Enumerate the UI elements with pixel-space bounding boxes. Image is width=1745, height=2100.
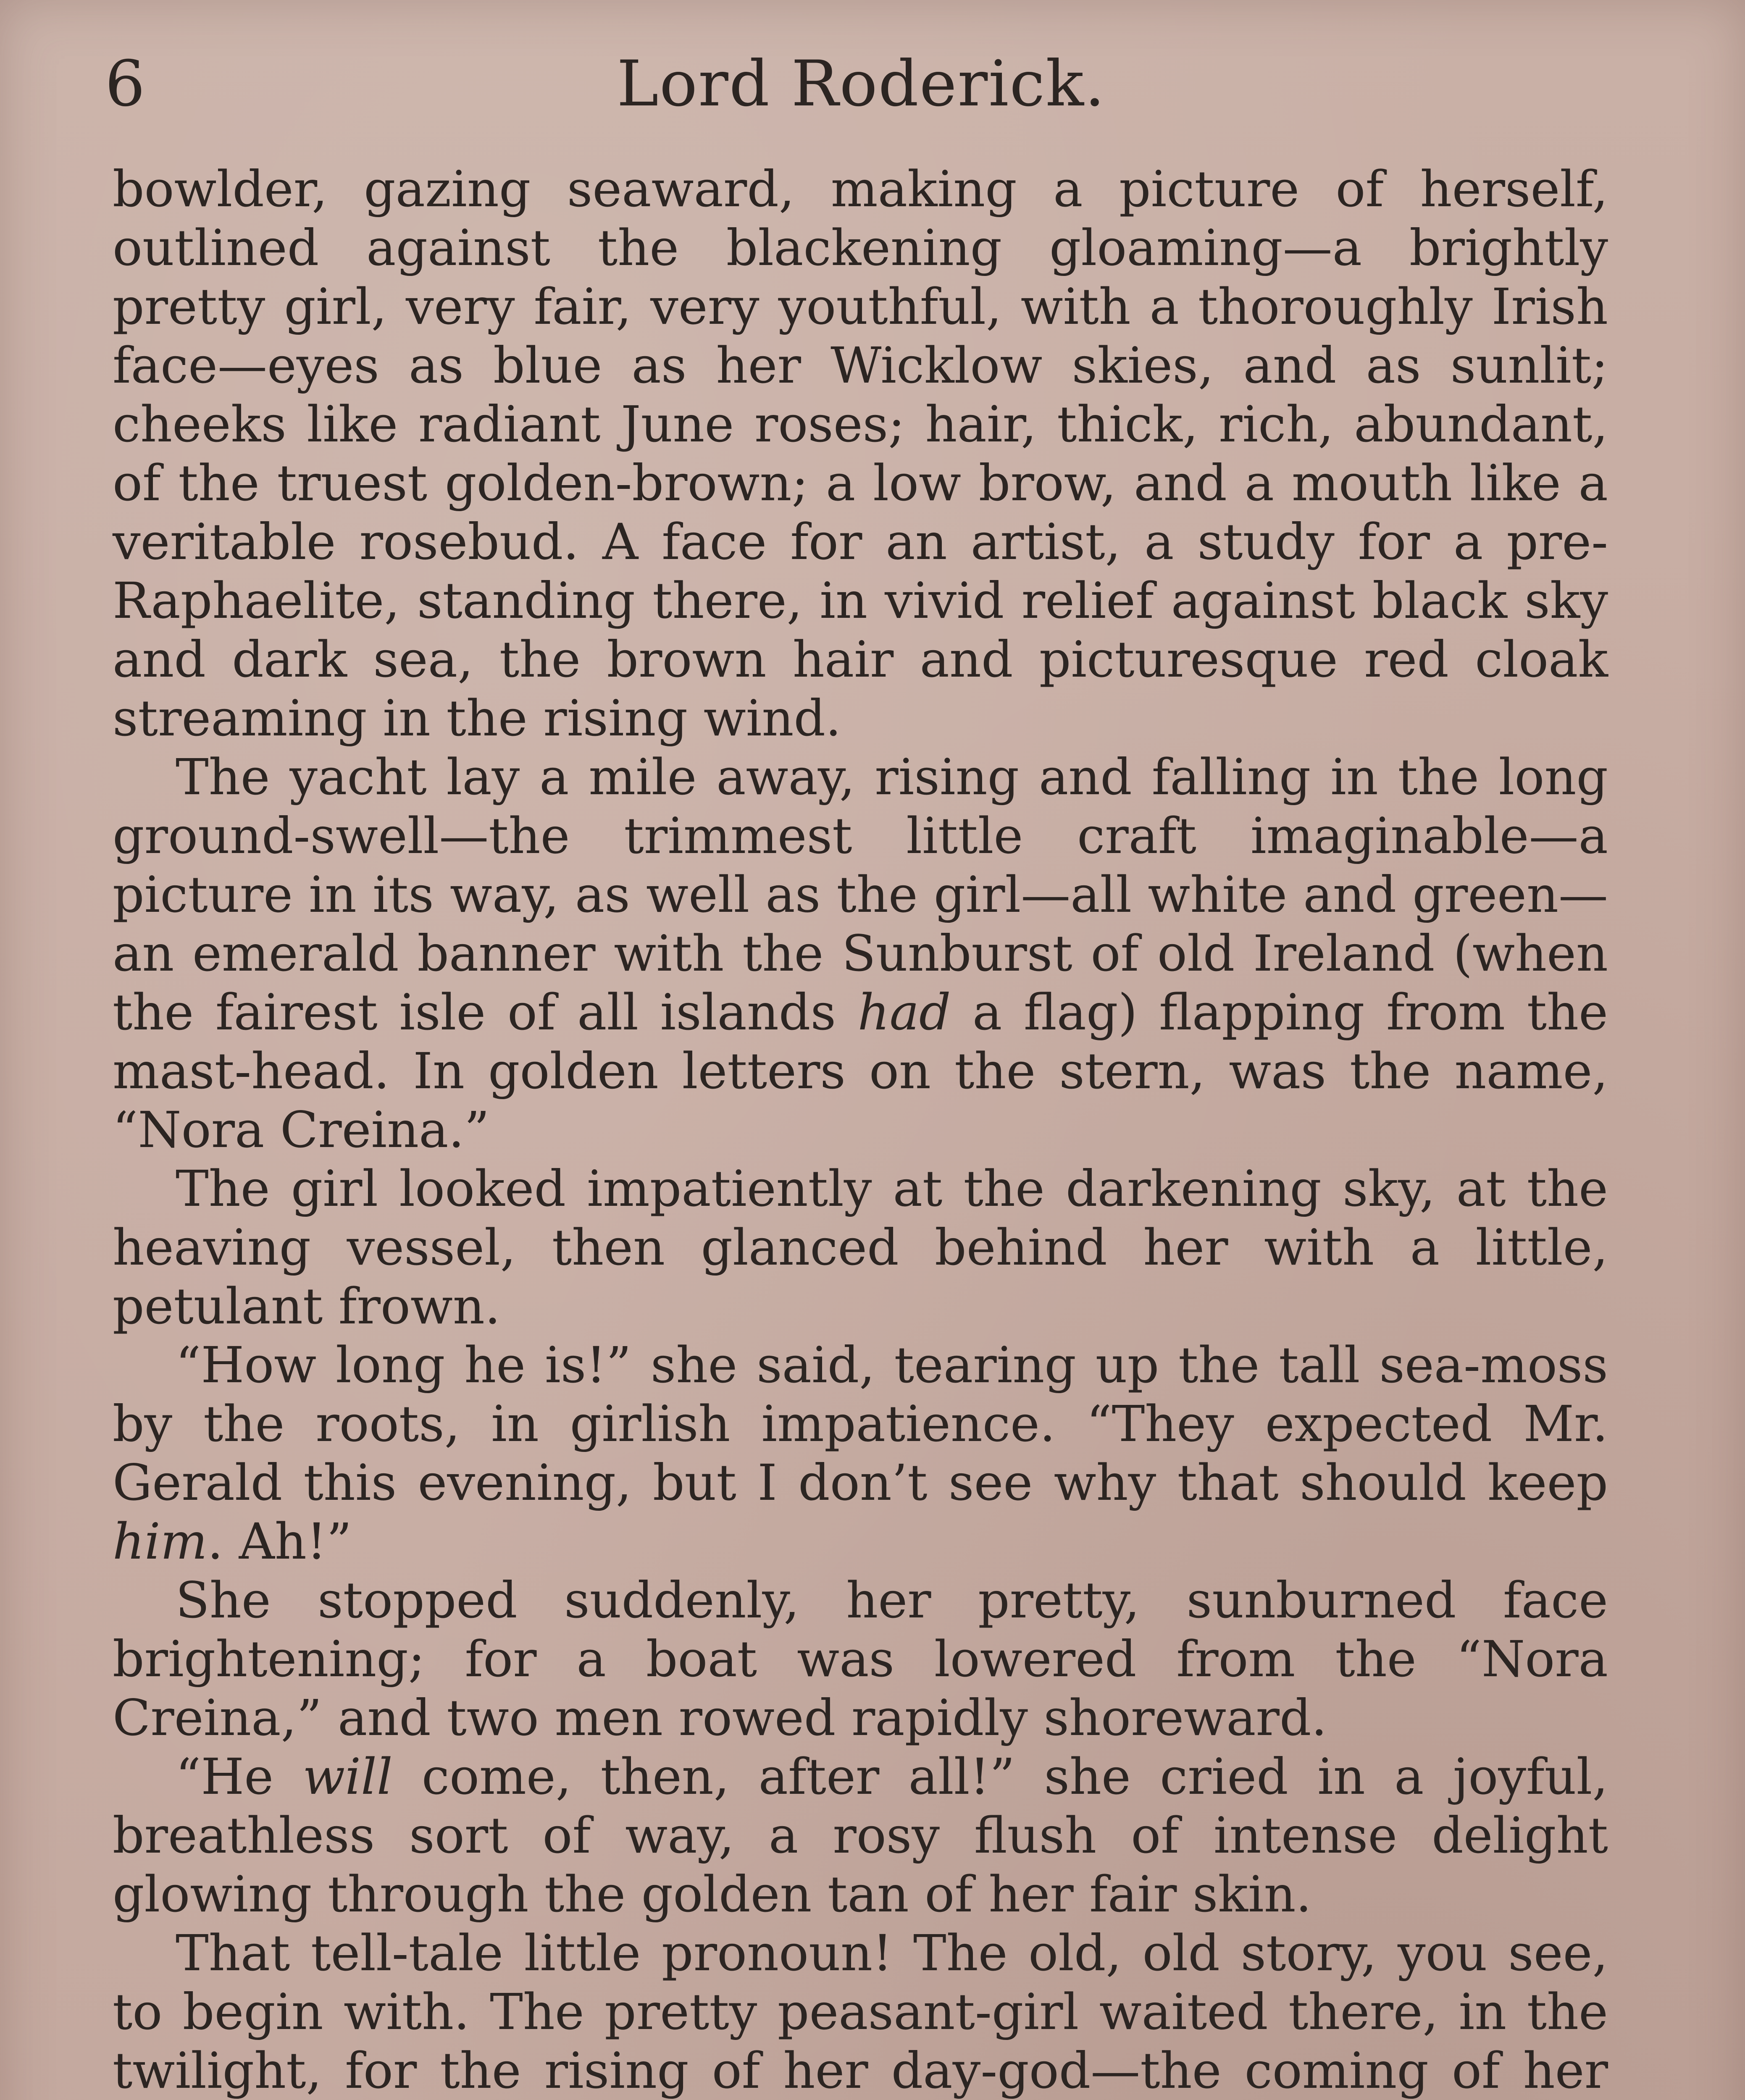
paragraph bbox=[113, 1924, 1608, 2100]
text-run: That tell-tale little pronoun! The old, old story, you see, to begin with. The pretty peasant-girl waited there, in the twilight, for the rising of her day-god—the coming of her bbox=[113, 1924, 1608, 2100]
italic-text: him bbox=[113, 1512, 208, 1570]
text-run: . Ah!” bbox=[207, 1512, 352, 1570]
paragraph bbox=[113, 1336, 1608, 1571]
text-run: “He bbox=[176, 1748, 303, 1806]
text-run: come, then, after all!” she cried in a joyful, breathless sort of way, a rosy flush of intense delight glowing through the golden tan of her fair skin. bbox=[113, 1748, 1608, 1923]
text-run: She stopped suddenly, her pretty, sunburned face brightening; for a boat was lowered from the “Nora Creina,” and two men rowed rapidly shoreward. bbox=[113, 1571, 1608, 1747]
paragraph bbox=[113, 1159, 1608, 1336]
paragraph bbox=[113, 748, 1608, 1159]
paragraph bbox=[113, 1747, 1608, 1924]
text-run: The girl looked impatiently at the darkening sky, at the heaving vessel, then glanced behind her with a little, petulant frown. bbox=[113, 1160, 1608, 1335]
text-run: a flag) flapping from the mast-head. In golden letters on the stern, was the name, “Nora Creina.” bbox=[113, 983, 1608, 1159]
text-run: bowlder, gazing seaward, making a picture of herself, outlined against the blackening gloaming—a brightly pretty girl, very fair, very youthful, with a thoroughly Irish face—eyes as blue as her Wicklow skies, and as sunlit; cheeks like radiant June roses; hair, thick, rich, abundant, of the truest golden-brown; a low brow, and a mouth like a veritable rosebud. A face for an artist, a study for a pre-Raphaelite, standing there, in vivid relief against black sky and dark sea, the brown hair and picturesque red cloak streaming in the rising wind. bbox=[113, 160, 1608, 747]
text-run: The yacht lay a mile away, rising and falling in the long ground-swell—the trimmest little craft imaginable—a picture in its way, as well as the girl—all white and green—an emerald banner with the Sunburst of old Ireland (when the fairest isle of all islands bbox=[113, 748, 1608, 1041]
italic-text: will bbox=[302, 1748, 393, 1806]
body-text bbox=[113, 160, 1608, 2100]
page-header bbox=[105, 25, 1617, 126]
italic-text: had bbox=[857, 983, 951, 1041]
text-run: “How long he is!” she said, tearing up the tall sea-moss by the roots, in girlish impatience. “They expected Mr. Gerald this evening, but I don’t see why that should keep bbox=[113, 1336, 1608, 1512]
paragraph bbox=[113, 1571, 1608, 1747]
page-number: 6 bbox=[105, 47, 145, 121]
running-title: Lord Roderick. bbox=[617, 47, 1106, 121]
paragraph bbox=[113, 160, 1608, 748]
